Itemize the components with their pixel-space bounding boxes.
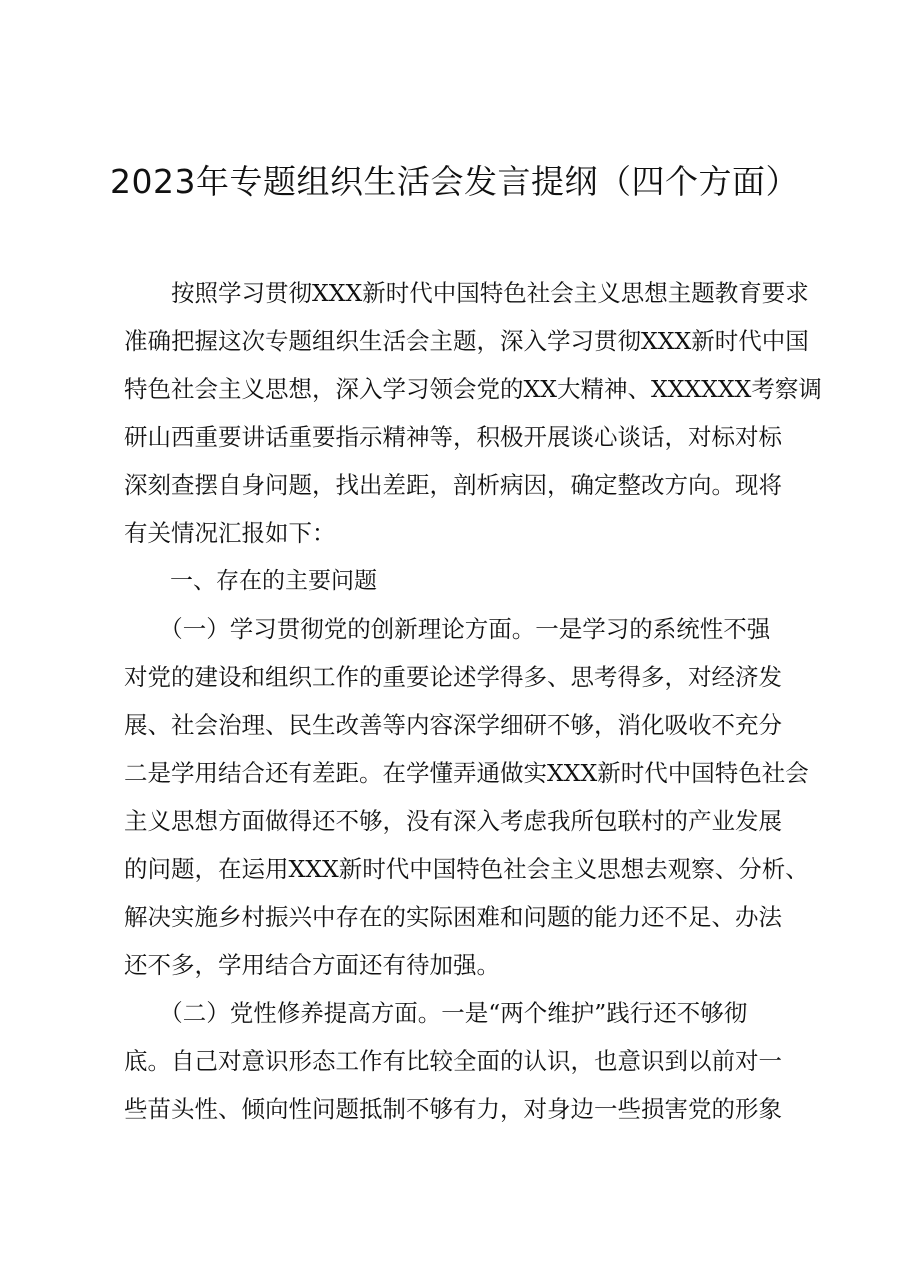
paragraph-line: 对党的建设和组织工作的重要论述学得多、思考得多，对经济发 [124, 663, 782, 691]
paragraph-line: 深刻查摆自身问题，找出差距，剖析病因，确定整改方向。现将 [124, 471, 782, 499]
document-body [124, 269, 824, 1133]
paragraph-line: 按照学习贯彻XXX新时代中国特色社会主义思想主题教育要求 [124, 279, 809, 307]
paragraph-line: 些苗头性、倾向性问题抵制不够有力，对身边一些损害党的形象 [124, 1095, 782, 1123]
paragraph-line: 特色社会主义思想，深入学习领会党的XX大精神、XXXXXX考察调 [124, 375, 822, 403]
paragraph-line: （二）党性修养提高方面。一是“两个维护”践行还不够彻 [124, 999, 748, 1027]
paragraph-line: 研山西重要讲话重要指示精神等，积极开展谈心谈话，对标对标 [124, 423, 782, 451]
paragraph-line: 二是学用结合还有差距。在学懂弄通做实XXX新时代中国特色社会 [124, 759, 809, 787]
paragraph-line: 解决实施乡村振兴中存在的实际困难和问题的能力还不足、办法 [124, 903, 782, 931]
paragraph-line: 准确把握这次专题组织生活会主题，深入学习贯彻XXX新时代中国 [124, 327, 809, 355]
paragraph-line: （一）学习贯彻党的创新理论方面。一是学习的系统性不强 [124, 615, 771, 643]
paragraph-line: 还不多，学用结合方面还有待加强。 [124, 951, 500, 979]
paragraph-line: 底。自己对意识形态工作有比较全面的认识，也意识到以前对一 [124, 1047, 782, 1075]
paragraph-line: 展、社会治理、民生改善等内容深学细研不够，消化吸收不充分 [124, 711, 782, 739]
paragraph-line: 有关情况汇报如下： [124, 519, 336, 547]
section-heading: 一、存在的主要问题 [124, 568, 377, 594]
paragraph-line: 的问题，在运用XXX新时代中国特色社会主义思想去观察、分析、 [124, 855, 809, 883]
document-title: 2023年专题组织生活会发言提纲（四个方面） [110, 162, 799, 201]
paragraph-line: 主义思想方面做得还不够，没有深入考虑我所包联村的产业发展 [124, 807, 782, 835]
